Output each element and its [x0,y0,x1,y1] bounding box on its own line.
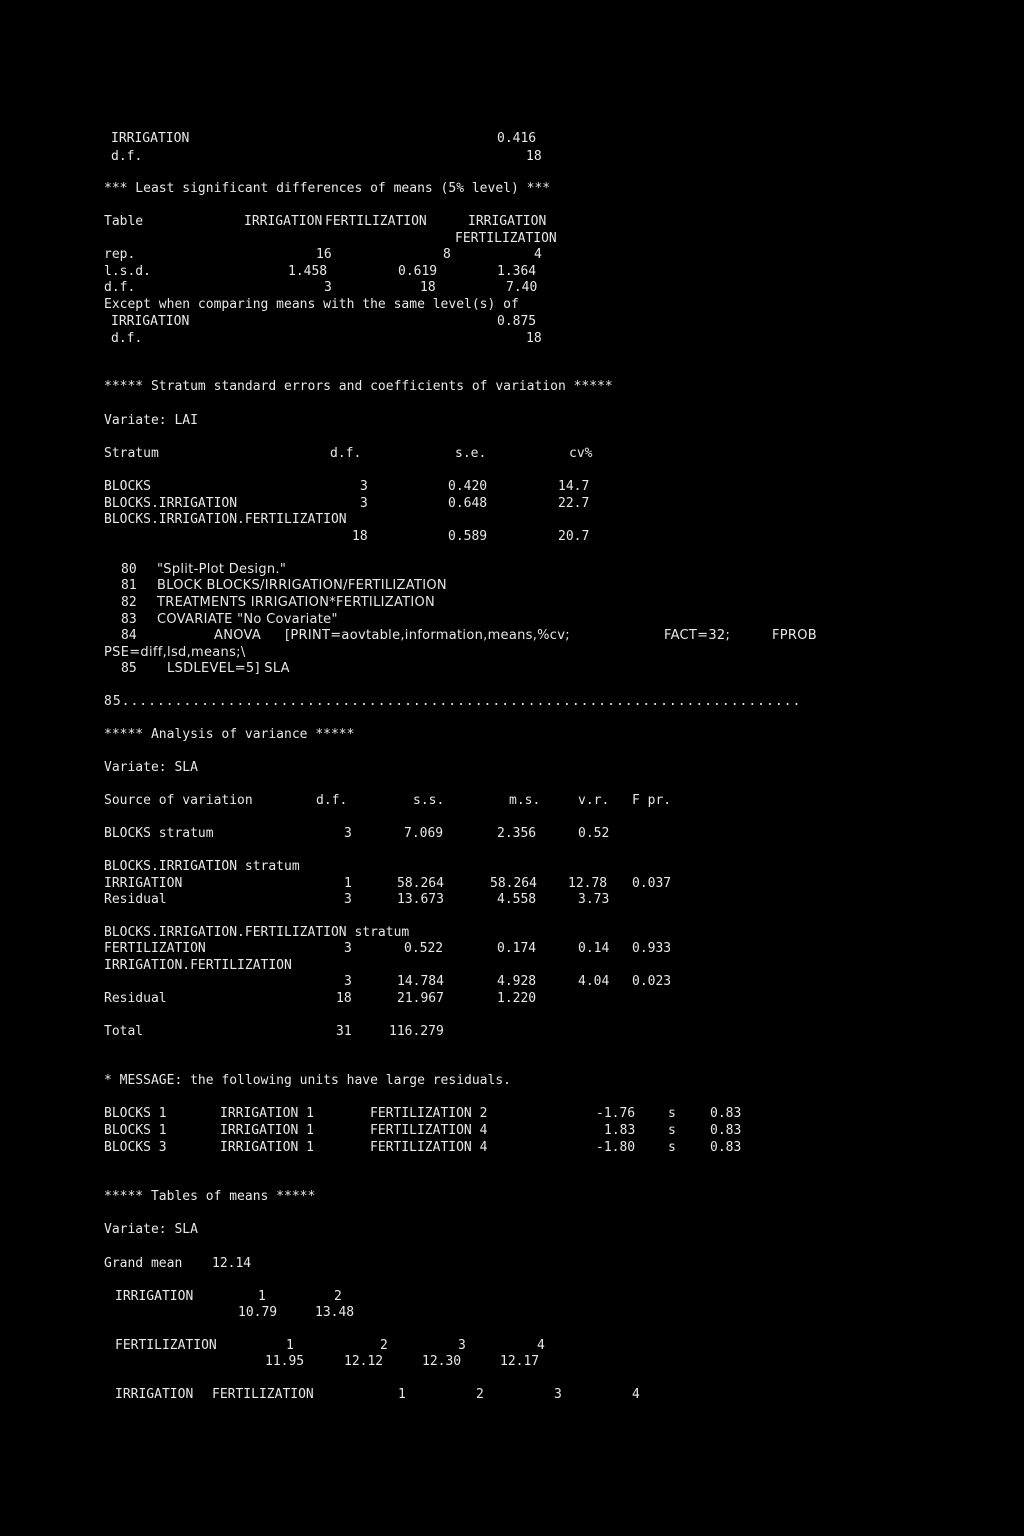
residual-row-1-fertilization: FERTILIZATION 2 [370,1106,488,1121]
code-line-82-num: 82 [121,595,137,610]
code-line-82-text: TREATMENTS IRRIGATION*FERTILIZATION [157,595,436,610]
code-line-84-fprob: FPROB [772,628,818,643]
anova-blocks-ms: 2.356 [497,826,537,841]
anova-blocks-vr: 0.52 [578,826,610,841]
stratum-bif-se: 0.589 [448,529,488,544]
anova-residual2-label: Residual [104,991,167,1006]
lsd-rep-v1: 16 [316,247,332,262]
fertilization-means-value-2: 12.12 [344,1354,384,1369]
code-line-83-text: COVARIATE "No Covariate" [157,612,338,627]
lsd-irrigation-label: IRRIGATION [111,131,190,146]
residual-row-2-irrigation: IRRIGATION 1 [220,1123,314,1138]
lsd-lsd-label: l.s.d. [104,264,151,279]
stratum-heading: ***** Stratum standard errors and coefficients of variation ***** [104,379,613,394]
residual-row-3-s: s [668,1140,676,1155]
grand-mean-value: 12.14 [212,1256,252,1271]
code-line-81-num: 81 [121,578,137,593]
code-line-83-num: 83 [121,612,137,627]
lsd-df-row-v3: 7.40 [506,280,538,295]
anova-residual1-vr: 3.73 [578,892,610,907]
fertilization-means-level-2: 2 [380,1338,388,1353]
stratum-blocks-df: 3 [360,479,368,494]
lsd-irrigation-value: 0.416 [497,131,537,146]
anova-h-vr: v.r. [578,793,610,808]
anova-fertilization-df: 3 [344,941,352,956]
anova-blocks-ss: 7.069 [404,826,444,841]
irrigation-means-level-1: 1 [258,1289,266,1304]
stratum-bif-label: BLOCKS.IRRIGATION.FERTILIZATION [104,512,347,527]
residual-row-3-irrigation: IRRIGATION 1 [220,1140,314,1155]
anova-h-source: Source of variation [104,793,253,808]
anova-h-fpr: F pr. [632,793,672,808]
interaction-means-level-3: 3 [554,1387,562,1402]
fertilization-means-value-3: 12.30 [422,1354,462,1369]
anova-interaction-ss: 14.784 [397,974,444,989]
anova-h-df: d.f. [316,793,348,808]
stratum-h-df: d.f. [330,446,362,461]
lsd-df-row-v2: 18 [420,280,436,295]
lsd-heading: *** Least significant differences of means (5% level) *** [104,181,551,196]
anova-variate: Variate: SLA [104,760,198,775]
residual-row-1-s: s [668,1106,676,1121]
anova-total-df: 31 [336,1024,352,1039]
stratum-blocks-cv: 14.7 [558,479,590,494]
grand-mean-label: Grand mean [104,1256,183,1271]
stratum-h-stratum: Stratum [104,446,159,461]
anova-fertilization-ss: 0.522 [404,941,444,956]
irrigation-means-level-2: 2 [334,1289,342,1304]
anova-residual2-df: 18 [336,991,352,1006]
code-line-84-num: 84 [121,628,137,643]
lsd-except-irrigation-label: IRRIGATION [111,314,190,329]
anova-residual1-df: 3 [344,892,352,907]
residual-row-3-fertilization: FERTILIZATION 4 [370,1140,488,1155]
residual-row-1-blocks: BLOCKS 1 [104,1106,167,1121]
anova-h-ms: m.s. [509,793,541,808]
code-line-84-fact: FACT=32; [664,628,731,643]
anova-interaction-fpr: 0.023 [632,974,672,989]
separator-line: 85............................................................................. [104,694,802,709]
lsd-col-table: Table [104,214,144,229]
anova-bi-stratum-label: BLOCKS.IRRIGATION stratum [104,859,300,874]
anova-residual2-ss: 21.967 [397,991,444,1006]
interaction-means-label-1: IRRIGATION [115,1387,194,1402]
interaction-means-level-2: 2 [476,1387,484,1402]
residual-row-1-irrigation: IRRIGATION 1 [220,1106,314,1121]
lsd-except-df-label: d.f. [111,331,143,346]
lsd-col-interaction-2: FERTILIZATION [455,231,557,246]
interaction-means-label-2: FERTILIZATION [212,1387,314,1402]
residual-row-2-blocks: BLOCKS 1 [104,1123,167,1138]
irrigation-means-label: IRRIGATION [115,1289,194,1304]
anova-interaction-df: 3 [344,974,352,989]
stratum-bif-cv: 20.7 [558,529,590,544]
anova-fertilization-ms: 0.174 [497,941,537,956]
residual-row-2-s: s [668,1123,676,1138]
residual-row-3-value: -1.80 [596,1140,636,1155]
code-line-84-continuation: PSE=diff,lsd,means;\ [104,645,246,660]
lsd-except-irrigation-value: 0.875 [497,314,537,329]
anova-residual1-ss: 13.673 [397,892,444,907]
stratum-blocks-se: 0.420 [448,479,488,494]
stratum-blocks-label: BLOCKS [104,479,151,494]
lsd-rep-label: rep. [104,247,136,262]
stratum-bi-cv: 22.7 [558,496,590,511]
lsd-lsd-v3: 1.364 [497,264,537,279]
anova-irrigation-vr: 12.78 [568,876,608,891]
anova-heading: ***** Analysis of variance ***** [104,727,355,742]
anova-residual1-label: Residual [104,892,167,907]
code-line-85-text: LSDLEVEL=5] SLA [167,661,290,676]
stratum-bi-df: 3 [360,496,368,511]
residual-row-2-se: 0.83 [710,1123,742,1138]
fertilization-means-value-1: 11.95 [265,1354,305,1369]
means-variate: Variate: SLA [104,1222,198,1237]
code-line-81-text: BLOCK BLOCKS/IRRIGATION/FERTILIZATION [157,578,447,593]
anova-blocks-label: BLOCKS stratum [104,826,214,841]
lsd-lsd-v2: 0.619 [398,264,438,279]
fertilization-means-level-1: 1 [286,1338,294,1353]
fertilization-means-value-4: 12.17 [500,1354,540,1369]
lsd-df-value: 18 [526,149,542,164]
stratum-h-cv: cv% [569,446,593,461]
residual-row-3-blocks: BLOCKS 3 [104,1140,167,1155]
anova-fertilization-fpr: 0.933 [632,941,672,956]
anova-irrigation-fpr: 0.037 [632,876,672,891]
lsd-col-fertilization: FERTILIZATION [325,214,427,229]
lsd-col-interaction-1: IRRIGATION [468,214,547,229]
stratum-bif-df: 18 [352,529,368,544]
lsd-except-df-value: 18 [526,331,542,346]
code-line-85-num: 85 [121,661,137,676]
anova-h-ss: s.s. [413,793,445,808]
anova-blocks-df: 3 [344,826,352,841]
anova-interaction-label: IRRIGATION.FERTILIZATION [104,958,292,973]
fertilization-means-level-3: 3 [458,1338,466,1353]
anova-total-ss: 116.279 [389,1024,444,1039]
anova-fertilization-label: FERTILIZATION [104,941,206,956]
residual-row-2-value: 1.83 [604,1123,636,1138]
anova-irrigation-df: 1 [344,876,352,891]
residual-row-1-value: -1.76 [596,1106,636,1121]
lsd-df-row-label: d.f. [104,280,136,295]
lsd-except-line: Except when comparing means with the same level(s) of [104,297,519,312]
anova-interaction-vr: 4.04 [578,974,610,989]
code-line-84-opts: [PRINT=aovtable,information,means,%cv; [285,628,570,643]
stratum-bi-se: 0.648 [448,496,488,511]
lsd-col-irrigation: IRRIGATION [244,214,323,229]
anova-irrigation-ms: 58.264 [490,876,537,891]
stratum-bi-label: BLOCKS.IRRIGATION [104,496,238,511]
interaction-means-level-4: 4 [632,1387,640,1402]
residual-row-2-fertilization: FERTILIZATION 4 [370,1123,488,1138]
lsd-rep-v2: 8 [443,247,451,262]
anova-irrigation-ss: 58.264 [397,876,444,891]
anova-irrigation-label: IRRIGATION [104,876,183,891]
lsd-rep-v3: 4 [534,247,542,262]
anova-interaction-ms: 4.928 [497,974,537,989]
irrigation-means-value-1: 10.79 [238,1305,278,1320]
stratum-variate: Variate: LAI [104,413,198,428]
code-line-80-text: "Split-Plot Design." [157,562,287,577]
interaction-means-level-1: 1 [398,1387,406,1402]
residual-row-3-se: 0.83 [710,1140,742,1155]
code-line-84-cmd: ANOVA [214,628,262,643]
fertilization-means-label: FERTILIZATION [115,1338,217,1353]
stratum-h-se: s.e. [455,446,487,461]
residual-message: * MESSAGE: the following units have large residuals. [104,1073,511,1088]
code-line-80-num: 80 [121,562,137,577]
anova-residual1-ms: 4.558 [497,892,537,907]
irrigation-means-value-2: 13.48 [315,1305,355,1320]
anova-residual2-ms: 1.220 [497,991,537,1006]
anova-bif-stratum-label: BLOCKS.IRRIGATION.FERTILIZATION stratum [104,925,410,940]
means-heading: ***** Tables of means ***** [104,1189,316,1204]
anova-fertilization-vr: 0.14 [578,941,610,956]
lsd-df-row-v1: 3 [324,280,332,295]
residual-row-1-se: 0.83 [710,1106,742,1121]
anova-total-label: Total [104,1024,144,1039]
lsd-lsd-v1: 1.458 [288,264,328,279]
fertilization-means-level-4: 4 [537,1338,545,1353]
lsd-df-label: d.f. [111,149,143,164]
